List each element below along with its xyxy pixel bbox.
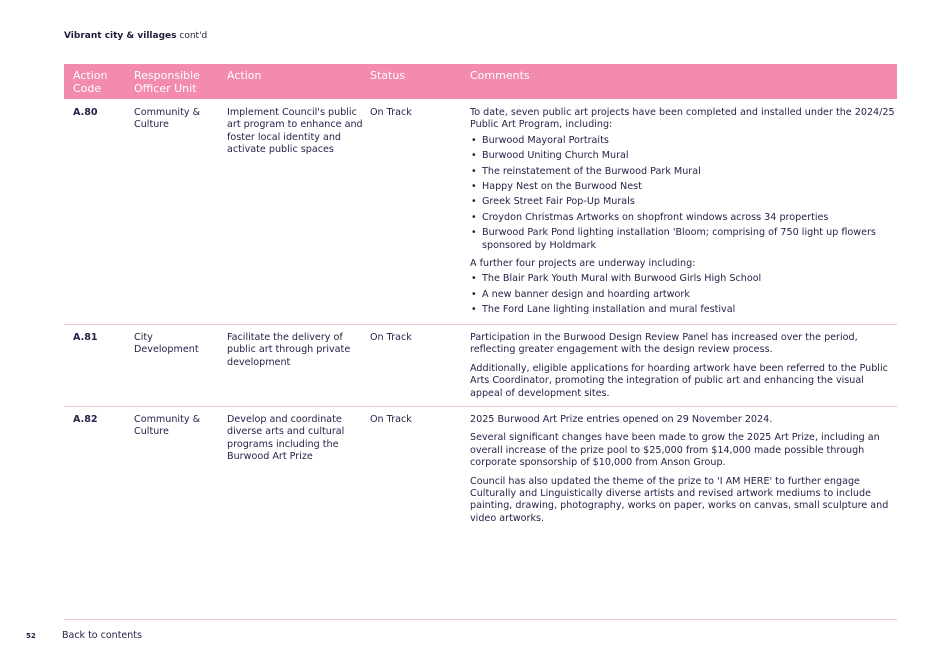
footer-divider: [64, 619, 897, 620]
table-header: [64, 64, 897, 99]
header-action-code: Action Code: [73, 69, 108, 95]
comment-bullet-list: [470, 135, 895, 252]
action-code: A.82: [73, 414, 98, 425]
comment-paragraph: Council has also updated the theme of the prize to 'I AM HERE' to further engage Culturally and Linguistically diverse artists and revised artwork mediums to include painting, drawing, photography, works on paper, works on canvas, small sculpture and video artworks.: [470, 475, 889, 524]
comments: [470, 107, 895, 323]
comment-bullet-list: [470, 273, 895, 316]
responsible-unit: City Development: [134, 332, 199, 356]
table-row: [64, 99, 897, 325]
list-item: • Greek Street Fair Pop-Up Murals: [470, 196, 895, 208]
responsible-unit: Community & Culture: [134, 414, 201, 438]
status-text: On Track: [370, 414, 412, 425]
list-item: • Burwood Park Pond lighting installation 'Bloom; comprising of 750 light up flowers sponsored by Holdmark: [470, 227, 895, 252]
list-item: • Happy Nest on the Burwood Nest: [470, 181, 895, 193]
list-item: • The Ford Lane lighting installation and mural festival: [470, 304, 895, 316]
comments: [470, 414, 895, 531]
list-item: • Burwood Mayoral Portraits: [470, 135, 895, 147]
list-item: • The reinstatement of the Burwood Park Mural: [470, 166, 895, 178]
list-item: • Croydon Christmas Artworks on shopfront windows across 34 properties: [470, 212, 895, 224]
section-title-suffix: cont'd: [179, 31, 208, 41]
section-title: [64, 30, 207, 42]
header-responsible-unit: Responsible Officer Unit: [134, 69, 200, 95]
action-description: Develop and coordinate diverse arts and cultural programs including the Burwood Art Prize: [227, 414, 345, 463]
header-comments: Comments: [470, 69, 530, 82]
comments: [470, 332, 895, 406]
action-code: A.80: [73, 107, 98, 118]
list-item: • A new banner design and hoarding artwork: [470, 289, 895, 301]
comment-paragraph: Participation in the Burwood Design Review Panel has increased over the period, reflecting greater engagement with the design review process.: [470, 332, 858, 356]
comment-paragraph: 2025 Burwood Art Prize entries opened on 29 November 2024.: [470, 414, 773, 425]
header-status: Status: [370, 69, 406, 82]
page-number: 52: [26, 632, 36, 640]
back-to-contents-link[interactable]: Back to contents: [62, 630, 142, 641]
section-title-text: Vibrant city & villages: [64, 31, 177, 41]
action-description: Implement Council's public art program to enhance and foster local identity and activate public spaces: [227, 107, 363, 156]
list-item: • The Blair Park Youth Mural with Burwood Girls High School: [470, 273, 895, 285]
comment-paragraph: A further four projects are underway including:: [470, 258, 696, 270]
list-item: • Burwood Uniting Church Mural: [470, 150, 895, 162]
status-text: On Track: [370, 107, 412, 118]
table-row: [64, 406, 897, 536]
comment-paragraph: To date, seven public art projects have been completed and installed under the 2024/25 Public Art Program, including:: [470, 107, 895, 131]
action-description: Facilitate the delivery of public art through private development: [227, 332, 351, 368]
action-code: A.81: [73, 332, 98, 343]
comment-paragraph: Additionally, eligible applications for hoarding artwork have been referred to the Public Arts Coordinator, promoting the integration of public art and enhancing the visual appeal of development sites.: [470, 362, 888, 399]
comment-paragraph: Several significant changes have been made to grow the 2025 Art Prize, including an overall increase of the prize pool to $25,000 from $14,000 made possible through corporate sponsorship of $10,000 from Anson Group.: [470, 432, 880, 469]
status-text: On Track: [370, 332, 412, 343]
table-row: [64, 324, 897, 407]
header-action: Action: [227, 69, 262, 82]
responsible-unit: Community & Culture: [134, 107, 201, 131]
